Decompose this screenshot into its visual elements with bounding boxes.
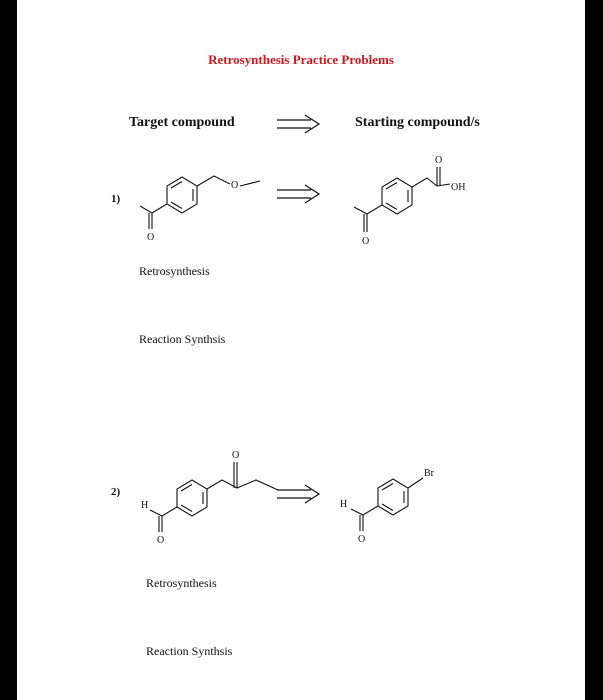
start-1-hydroxyl: OH <box>451 182 466 193</box>
target-compound-header: Target compound <box>129 115 235 130</box>
problem-2-arrow-icon <box>275 484 325 504</box>
problem-2-retrosynthesis-label: Retrosynthesis <box>146 576 217 590</box>
target-1-ether-oxygen: O <box>231 180 239 191</box>
target-2-aldehyde-oxygen: O <box>157 535 165 546</box>
starting-compound-header: Starting compound/s <box>355 115 480 130</box>
problem-1-synthesis-label: Reaction Synthsis <box>139 332 226 346</box>
target-1-ketone-oxygen: O <box>147 232 155 243</box>
problem-1-retrosynthesis-label: Retrosynthesis <box>139 264 210 278</box>
start-2-aldehyde-hydrogen: H <box>340 499 348 510</box>
page-title: Retrosynthesis Practice Problems <box>208 52 394 67</box>
problem-2-starting-molecule <box>335 462 445 547</box>
problem-1-arrow-icon <box>275 184 325 204</box>
problem-1-number: 1) <box>111 193 121 205</box>
start-1-ketone-oxygen: O <box>362 236 370 247</box>
problem-2-target-molecule <box>132 440 297 550</box>
start-2-bromine: Br <box>424 468 434 479</box>
problem-2-synthesis-label: Reaction Synthsis <box>146 644 233 658</box>
target-2-aldehyde-hydrogen: H <box>141 500 149 511</box>
start-1-acid-oxygen: O <box>435 155 443 166</box>
problem-1-starting-molecule <box>342 148 487 258</box>
problem-2-number: 2) <box>111 486 121 498</box>
problem-1-target-molecule <box>122 160 267 250</box>
target-2-ketone-oxygen: O <box>232 450 240 461</box>
header-arrow-icon <box>275 114 325 134</box>
document-page <box>17 0 585 700</box>
start-2-aldehyde-oxygen: O <box>358 534 366 545</box>
